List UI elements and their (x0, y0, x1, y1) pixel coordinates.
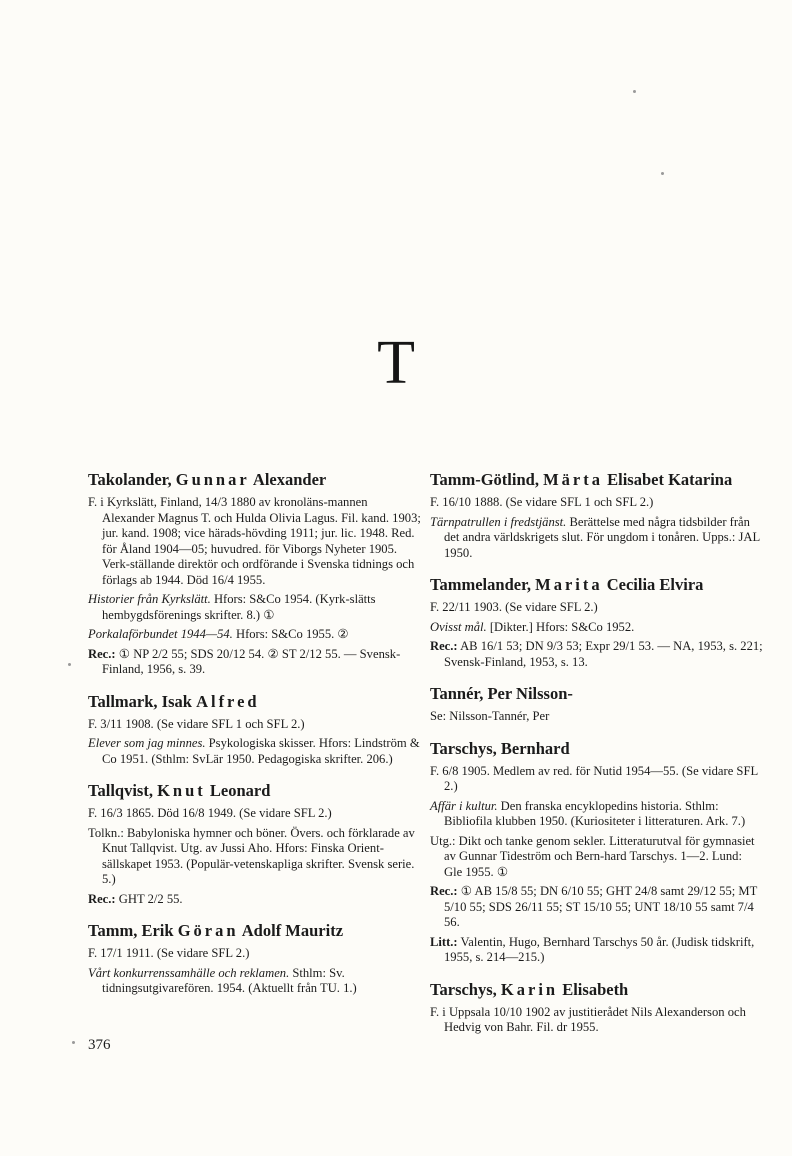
entry-heading (430, 980, 763, 1000)
entry-paragraph (430, 639, 763, 670)
entry-paragraph (88, 717, 421, 733)
work-title: Elever som jag minnes. (88, 736, 206, 750)
paragraph-text: Hfors: S&Co 1954. (Kyrk-slätts hembygdsförenings skrifter. 8.) ① (102, 592, 376, 622)
paragraph-text: Sthlm: Sv. tidningsutgivarefören. 1954. (Aktuellt från TU. 1.) (102, 965, 357, 995)
entry-heading (88, 781, 421, 801)
paragraph-text: Berättelse med några tidsbilder från det andra världskrigets slut. För ungdom i tonåren. Upps.: JAL 1950. (444, 514, 760, 560)
heading-name: Alexander (249, 470, 327, 489)
heading-name-spaced: Karin (500, 979, 559, 999)
heading-name: Tamm-Götlind, (430, 470, 544, 489)
entry-paragraph (88, 966, 421, 997)
paragraph-label: Rec.: (88, 891, 116, 906)
entry-paragraph (430, 515, 763, 562)
entry (430, 470, 763, 561)
entry-paragraph (430, 764, 763, 795)
paragraph-text: F. 16/10 1888. (Se vidare SFL 1 och SFL 2.) (430, 495, 654, 509)
left-column (88, 470, 421, 1011)
entry-paragraph (430, 884, 763, 931)
entry (430, 980, 763, 1036)
entry-paragraph (430, 799, 763, 830)
paragraph-label: Rec.: (88, 646, 116, 661)
entry-paragraph (430, 600, 763, 616)
entry-paragraph (88, 806, 421, 822)
heading-name: Tannér, Per Nilsson- (430, 684, 573, 703)
heading-name: Tarschys, Bernhard (430, 738, 570, 758)
paragraph-label: Litt.: (430, 934, 458, 949)
entry (88, 921, 421, 997)
heading-name-spaced: Knut (157, 781, 206, 800)
speck-mark (633, 90, 636, 93)
heading-name: Tallmark, Isak (88, 691, 197, 711)
paragraph-text: Tolkn.: Babyloniska hymner och böner. Övers. och förklarade av Knut Tallqvist. Utg. av Jussi Aho. Hfors: Finska Orient-sällskapet 1953. (Populär-vetenskapliga skrifter. Svensk serie. 5.) (88, 825, 415, 886)
heading-name-spaced: Gunnar (175, 470, 250, 489)
entry-paragraph (88, 826, 421, 888)
speck-mark (68, 663, 71, 666)
entry-paragraph (88, 647, 421, 678)
heading-name: Elisabet Katarina (602, 470, 733, 489)
heading-name-spaced: Marita (535, 575, 603, 594)
entry-paragraph (430, 495, 763, 511)
entry-paragraph (88, 892, 421, 908)
entry (430, 684, 763, 725)
heading-name-spaced: Alfred (196, 691, 260, 711)
entry-heading (430, 470, 763, 490)
entry-paragraph (88, 946, 421, 962)
heading-name: Elisabeth (558, 979, 629, 999)
heading-name: Tarschys, (430, 979, 501, 999)
heading-name: Tammelander, (430, 575, 536, 594)
paragraph-text: AB 16/1 53; DN 9/3 53; Expr 29/1 53. — NA, 1953, s. 221; Svensk-Finland, 1953, s. 13. (444, 639, 763, 669)
paragraph-text: Valentin, Hugo, Bernhard Tarschys 50 år. (Judisk tidskrift, 1955, s. 214—215.) (444, 934, 755, 964)
entry (430, 575, 763, 670)
paragraph-text: ① AB 15/8 55; DN 6/10 55; GHT 24/8 samt 29/12 55; MT 5/10 55; SDS 26/11 55; ST 15/10 55; UNT 18/10 55 samt 7/4 56. (444, 884, 758, 929)
paragraph-text: Se: Nilsson-Tannér, Per (430, 709, 550, 723)
paragraph-text: F. 22/11 1903. (Se vidare SFL 2.) (430, 600, 598, 614)
entry-heading (88, 921, 421, 941)
entry-paragraph (88, 736, 421, 767)
work-title: Historier från Kyrkslätt. (88, 592, 211, 606)
speck-mark (661, 172, 664, 175)
entry-paragraph (430, 935, 763, 966)
paragraph-text: ① NP 2/2 55; SDS 20/12 54. ② ST 2/12 55. — Svensk-Finland, 1956, s. 39. (102, 646, 401, 676)
entry-paragraph (430, 834, 763, 881)
paragraph-text: Psykologiska skisser. Hfors: Lindström & Co 1951. (Sthlm: SvLär 1950. Pedagogiska skrifter. 206.) (102, 736, 420, 766)
entry (88, 781, 421, 907)
entry-paragraph (88, 627, 421, 643)
heading-name: Adolf Mauritz (238, 921, 344, 940)
page-number: 376 (88, 1037, 111, 1053)
paragraph-text: F. 16/3 1865. Död 16/8 1949. (Se vidare SFL 2.) (88, 806, 332, 820)
paragraph-text: GHT 2/2 55. (115, 891, 183, 906)
work-title: Tärnpatrullen i fredstjänst. (430, 514, 567, 529)
paragraph-text: Utg.: Dikt och tanke genom sekler. Litteraturutval för gymnasiet av Gunnar Tideström och Bern-hard Tarschys. 1—2. Lund: Gle 1955. ① (430, 833, 755, 879)
heading-name: Leonard (205, 781, 271, 800)
entry-heading (88, 692, 421, 712)
heading-name: Tallqvist, (88, 781, 158, 800)
right-column (430, 470, 763, 1050)
work-title: Ovisst mål. (430, 619, 487, 634)
paragraph-text: [Dikter.] Hfors: S&Co 1952. (486, 619, 635, 634)
paragraph-text: Den franska encyklopedins historia. Sthlm: Bibliofila klubben 1950. (Kuriositeter i litteraturen. Ark. 7.) (444, 798, 746, 828)
entry-paragraph (430, 709, 763, 725)
entry (430, 739, 763, 966)
paragraph-text: F. 6/8 1905. Medlem av red. för Nutid 1954—55. (Se vidare SFL 2.) (430, 763, 758, 793)
paragraph-text: F. 3/11 1908. (Se vidare SFL 1 och SFL 2.) (88, 716, 305, 731)
entry-paragraph (88, 592, 421, 623)
entry-paragraph (430, 1005, 763, 1036)
entry-heading (430, 739, 763, 759)
heading-name: Tamm, Erik (88, 921, 178, 940)
work-title: Vårt konkurrenssamhälle och reklamen. (88, 965, 290, 980)
section-letter: T (377, 329, 415, 397)
entry-heading (430, 684, 763, 704)
heading-name: Takolander, (88, 470, 176, 489)
paragraph-text: Hfors: S&Co 1955. ② (232, 627, 349, 641)
heading-name: Cecilia Elvira (602, 575, 704, 594)
entry-heading (430, 575, 763, 595)
entry-paragraph (430, 620, 763, 636)
speck-mark (72, 1041, 75, 1044)
entry (88, 470, 421, 678)
entry-paragraph (88, 495, 421, 588)
paragraph-text: F. 17/1 1911. (Se vidare SFL 2.) (88, 946, 250, 960)
heading-name-spaced: Märta (543, 470, 603, 489)
heading-name-spaced: Göran (177, 921, 239, 940)
paragraph-label: Rec.: (430, 639, 458, 653)
entry-heading (88, 470, 421, 490)
paragraph-text: F. i Uppsala 10/10 1902 av justitierådet Nils Alexanderson och Hedvig von Bahr. Fil. dr 1955. (430, 1004, 746, 1034)
work-title: Porkalaförbundet 1944—54. (88, 627, 233, 641)
entry (88, 692, 421, 768)
paragraph-text: F. i Kyrkslätt, Finland, 14/3 1880 av kronoläns-mannen Alexander Magnus T. och Hulda Olivia Lagus. Fil. kand. 1903; jur. kand. 1908; vice härads-hövding 1911; jur. lic. 1948. Red. för Åland 1904—05; huvudred. för Viborgs Nyheter 1905. Verk-ställande direktör och ordförande i Svenska tidnings och förlags ab 1944. Död 16/4 1955. (88, 495, 421, 587)
work-title: Affär i kultur. (430, 798, 498, 813)
paragraph-label: Rec.: (430, 884, 458, 898)
